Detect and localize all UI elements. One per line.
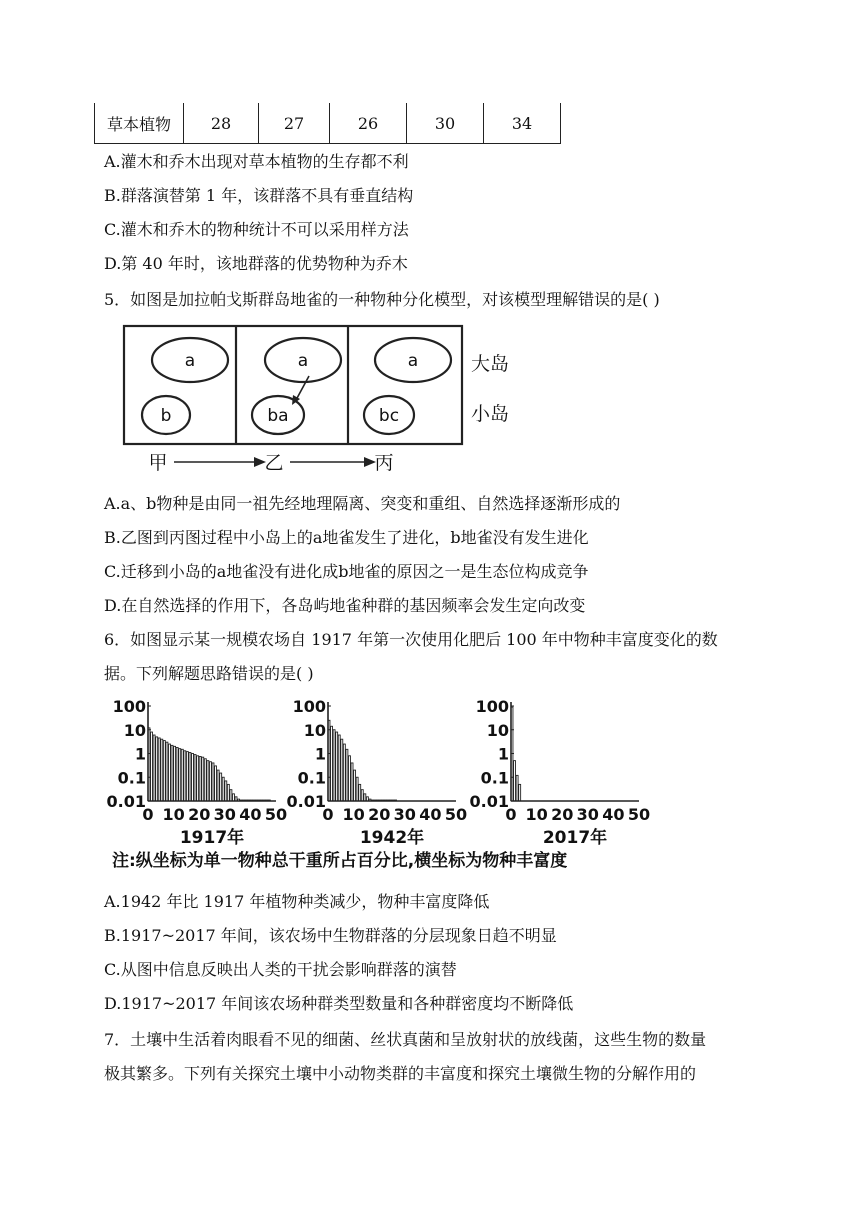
bar bbox=[184, 751, 186, 801]
bar bbox=[174, 746, 176, 801]
panel-caption: 甲 bbox=[148, 452, 168, 474]
y-tick-label: 1 bbox=[497, 744, 509, 764]
y-tick-label: 0.1 bbox=[297, 768, 326, 788]
q4-option-c: C.灌木和乔木的物种统计不可以采用样方法 bbox=[104, 220, 409, 239]
bar bbox=[514, 761, 516, 801]
bar bbox=[351, 763, 353, 801]
bar bbox=[197, 756, 199, 801]
big-island-label: 大岛 bbox=[471, 353, 510, 375]
table-cell: 34 bbox=[484, 103, 561, 144]
species-label: a bbox=[407, 351, 419, 371]
y-tick-label: 0.1 bbox=[480, 768, 509, 788]
bar bbox=[336, 732, 338, 801]
bar bbox=[364, 794, 366, 801]
q5-option-d: D.在自然选择的作用下，各岛屿地雀种群的基因频率会发生定向改变 bbox=[104, 596, 586, 615]
q5-option-b: B.乙图到丙图过程中小岛上的a地雀发生了进化，b地雀没有发生进化 bbox=[104, 528, 589, 547]
x-tick-label: 30 bbox=[393, 805, 416, 824]
bar bbox=[356, 777, 358, 801]
q5-option-a: A.a、b物种是由同一祖先经地理隔离、突变和重组、自然选择逐渐形成的 bbox=[104, 494, 621, 513]
x-tick-label: 0 bbox=[142, 805, 154, 824]
table-cell: 26 bbox=[330, 103, 407, 144]
bar bbox=[511, 707, 513, 801]
x-tick-label: 40 bbox=[239, 805, 262, 824]
bar bbox=[338, 735, 340, 801]
q6-stem-cont: 据。下列解题思路错误的是( ) bbox=[104, 664, 314, 683]
bar bbox=[328, 720, 330, 801]
x-tick-label: 0 bbox=[322, 805, 334, 824]
bar bbox=[199, 756, 201, 801]
species-label: b bbox=[160, 406, 172, 426]
small-island-label: 小岛 bbox=[471, 403, 510, 425]
bar bbox=[194, 755, 196, 801]
bar bbox=[354, 770, 356, 801]
x-tick-label: 10 bbox=[162, 805, 185, 824]
bar bbox=[343, 744, 345, 801]
bar bbox=[148, 728, 150, 801]
bar bbox=[220, 773, 222, 801]
x-tick-label: 30 bbox=[576, 805, 599, 824]
bar bbox=[204, 759, 206, 801]
bar bbox=[361, 790, 363, 801]
q7-stem-cont: 极其繁多。下列有关探究土壤中小动物类群的丰富度和探究土壤微生物的分解作用的 bbox=[104, 1064, 697, 1083]
table-cell: 28 bbox=[184, 103, 259, 144]
bar bbox=[179, 749, 181, 801]
panel-caption: 丙 bbox=[374, 452, 394, 474]
q6-stem: 6．如图显示某一规模农场自 1917 年第一次使用化肥后 100 年中物种丰富度变化的数 bbox=[104, 630, 718, 649]
table-row-label: 草本植物 bbox=[95, 103, 184, 144]
bar bbox=[158, 738, 160, 801]
bar bbox=[168, 744, 170, 801]
bar bbox=[192, 754, 194, 802]
q6-option-b: B.1917~2017 年间，该农场中生物群落的分层现象日趋不明显 bbox=[104, 926, 557, 945]
bar bbox=[222, 777, 224, 801]
x-tick-label: 30 bbox=[213, 805, 236, 824]
x-tick-label: 40 bbox=[602, 805, 625, 824]
bar bbox=[215, 766, 217, 801]
q6-option-a: A.1942 年比 1917 年植物种类减少，物种丰富度降低 bbox=[104, 892, 490, 911]
bar bbox=[202, 757, 204, 801]
table-cell: 30 bbox=[407, 103, 484, 144]
bar bbox=[189, 753, 191, 801]
bar bbox=[346, 749, 348, 801]
y-tick-label: 0.01 bbox=[469, 792, 509, 811]
q4-option-a: A.灌木和乔木出现对草本植物的生存都不利 bbox=[104, 152, 409, 171]
bar bbox=[333, 730, 335, 801]
x-tick-label: 10 bbox=[525, 805, 548, 824]
bar bbox=[341, 739, 343, 801]
q4-option-b: B.群落演替第 1 年，该群落不具有垂直结构 bbox=[104, 186, 414, 205]
bar bbox=[176, 747, 178, 801]
y-tick-label: 10 bbox=[486, 720, 509, 740]
x-tick-label: 40 bbox=[419, 805, 442, 824]
bar bbox=[186, 752, 188, 801]
bar bbox=[209, 762, 211, 801]
bar bbox=[359, 784, 361, 801]
bar bbox=[163, 741, 165, 801]
species-label: a bbox=[184, 351, 196, 371]
y-tick-label: 0.01 bbox=[286, 792, 326, 811]
bar bbox=[227, 784, 229, 801]
bar bbox=[230, 790, 232, 801]
bar bbox=[369, 799, 371, 801]
bar bbox=[161, 739, 163, 801]
q6-option-c: C.从图中信息反映出人类的干扰会影响群落的演替 bbox=[104, 960, 457, 979]
x-tick-label: 10 bbox=[342, 805, 365, 824]
q5-option-c: C.迁移到小岛的a地雀没有进化成b地雀的原因之一是生态位构成竞争 bbox=[104, 562, 589, 581]
bar bbox=[217, 770, 219, 801]
bar bbox=[519, 784, 521, 801]
bar bbox=[207, 761, 209, 801]
bar bbox=[516, 775, 518, 801]
y-tick-label: 10 bbox=[303, 720, 326, 740]
y-tick-label: 1 bbox=[134, 744, 146, 764]
table-cell: 27 bbox=[259, 103, 330, 144]
x-tick-label: 20 bbox=[188, 805, 211, 824]
q4-option-d: D.第 40 年时，该地群落的优势物种为乔木 bbox=[104, 254, 408, 273]
y-tick-label: 100 bbox=[292, 697, 326, 716]
chart-title: 2017年 bbox=[542, 828, 608, 848]
x-tick-label: 20 bbox=[551, 805, 574, 824]
bar bbox=[348, 756, 350, 801]
q7-stem: 7．土壤中生活着肉眼看不见的细菌、丝状真菌和呈放射状的放线菌，这些生物的数量 bbox=[104, 1030, 707, 1049]
x-tick-label: 50 bbox=[264, 805, 288, 824]
bar bbox=[156, 737, 158, 801]
species-label: bc bbox=[378, 406, 400, 426]
y-tick-label: 10 bbox=[123, 720, 146, 740]
panel-caption: 乙 bbox=[264, 452, 284, 474]
bar bbox=[238, 799, 240, 801]
species-label: a bbox=[297, 351, 309, 371]
bar bbox=[151, 732, 153, 801]
x-tick-label: 50 bbox=[627, 805, 651, 824]
y-tick-label: 100 bbox=[112, 697, 146, 716]
bar bbox=[166, 742, 168, 801]
x-tick-label: 20 bbox=[368, 805, 391, 824]
chart-title: 1917年 bbox=[179, 828, 245, 848]
y-tick-label: 0.01 bbox=[106, 792, 146, 811]
y-tick-label: 1 bbox=[314, 744, 326, 764]
bar bbox=[153, 735, 155, 801]
q5-stem: 5．如图是加拉帕戈斯群岛地雀的一种物种分化模型，对该模型理解错误的是( ) bbox=[104, 290, 660, 309]
bar bbox=[225, 781, 227, 801]
chart-note: 注:纵坐标为单一物种总干重所占百分比,横坐标为物种丰富度 bbox=[112, 851, 568, 871]
q6-option-d: D.1917~2017 年间该农场种群类型数量和各种群密度均不断降低 bbox=[104, 994, 574, 1013]
bar bbox=[212, 763, 214, 801]
chart-title: 1942年 bbox=[359, 828, 425, 848]
bar bbox=[232, 794, 234, 801]
x-tick-label: 0 bbox=[505, 805, 517, 824]
x-tick-label: 50 bbox=[444, 805, 468, 824]
bar bbox=[171, 745, 173, 801]
bar bbox=[181, 749, 183, 801]
species-label: ba bbox=[267, 406, 289, 426]
y-tick-label: 100 bbox=[475, 697, 509, 716]
y-tick-label: 0.1 bbox=[117, 768, 146, 788]
bar bbox=[331, 726, 333, 801]
